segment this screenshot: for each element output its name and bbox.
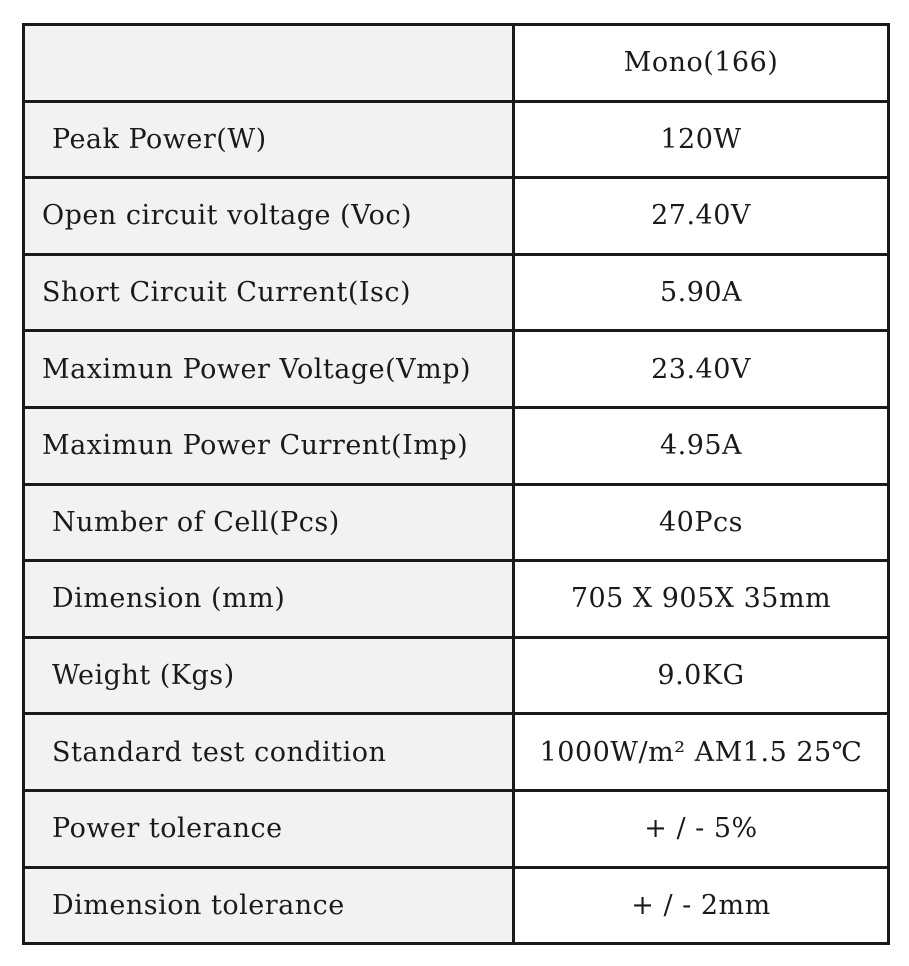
row-value: 40Pcs <box>514 484 889 561</box>
row-label: Number of Cell(Pcs) <box>24 484 514 561</box>
row-value: 23.40V <box>514 331 889 408</box>
row-value: 120W <box>514 101 889 178</box>
table-row <box>24 867 889 944</box>
table-row <box>24 637 889 714</box>
table-row <box>24 484 889 561</box>
row-label: Dimension (mm) <box>24 561 514 638</box>
table-header-row <box>24 25 889 102</box>
row-label: Power tolerance <box>24 790 514 867</box>
table-row <box>24 178 889 255</box>
table-row <box>24 254 889 331</box>
row-label: Maximun Power Voltage(Vmp) <box>24 331 514 408</box>
row-label: Dimension tolerance <box>24 867 514 944</box>
row-label: Open circuit voltage (Voc) <box>24 178 514 255</box>
row-value: 705 X 905X 35mm <box>514 561 889 638</box>
row-label: Short Circuit Current(Isc) <box>24 254 514 331</box>
spec-table <box>22 23 890 945</box>
row-label: Maximun Power Current(Imp) <box>24 407 514 484</box>
row-value: + / - 2mm <box>514 867 889 944</box>
header-label-cell <box>24 25 514 102</box>
table-row <box>24 101 889 178</box>
row-value: + / - 5% <box>514 790 889 867</box>
row-value: 4.95A <box>514 407 889 484</box>
row-label: Weight (Kgs) <box>24 637 514 714</box>
row-value: 1000W/m² AM1.5 25℃ <box>514 714 889 791</box>
row-value: 27.40V <box>514 178 889 255</box>
table-row <box>24 331 889 408</box>
table-row <box>24 407 889 484</box>
table-row <box>24 561 889 638</box>
table-row <box>24 714 889 791</box>
row-value: 9.0KG <box>514 637 889 714</box>
table-row <box>24 790 889 867</box>
row-label: Peak Power(W) <box>24 101 514 178</box>
header-value-cell: Mono(166) <box>514 25 889 102</box>
row-value: 5.90A <box>514 254 889 331</box>
row-label: Standard test condition <box>24 714 514 791</box>
